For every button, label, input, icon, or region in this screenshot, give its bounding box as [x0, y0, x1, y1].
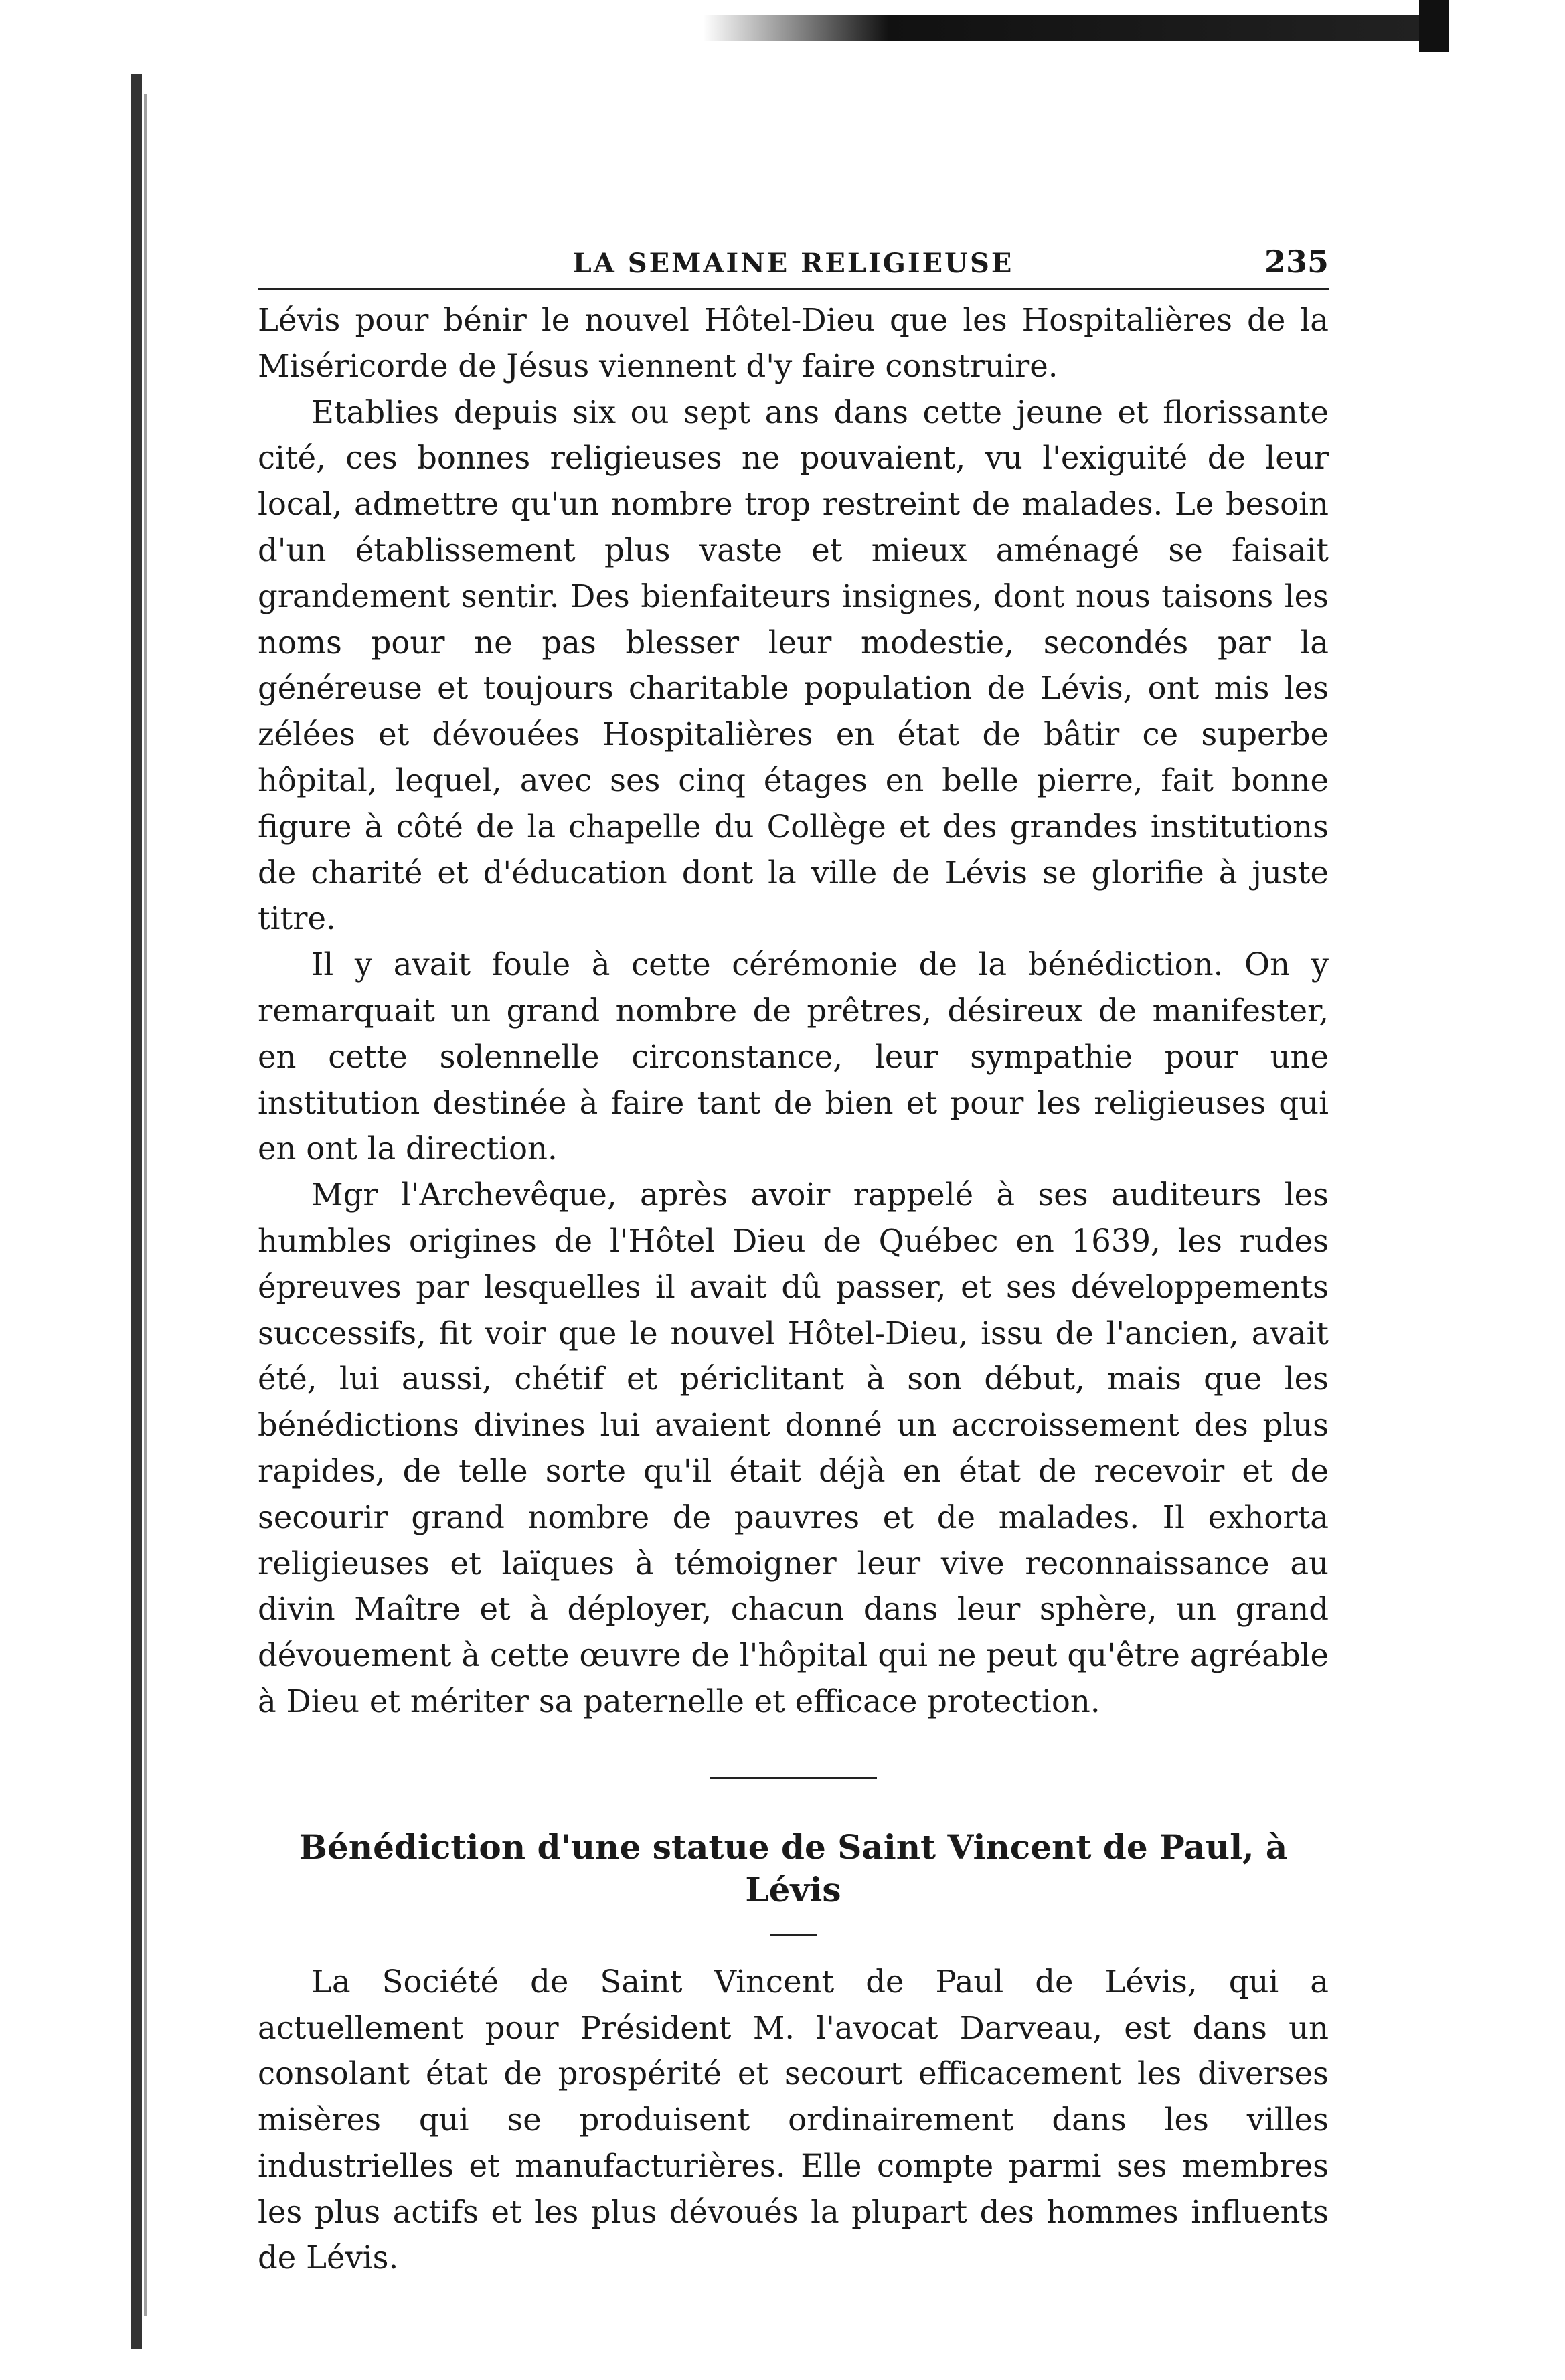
scan-smudge [703, 15, 1446, 41]
paragraph: Mgr l'Archevêque, après avoir rappelé à ses auditeurs les humbles origines de l'Hôtel Dieu de Québec en 1639, les rudes épreuves par lesquelles il avait dû passer, et ses développements successifs, fit voir que le nouvel Hôtel-Dieu, issu de l'ancien, avait été, lui aussi, chétif et périclitant à son début, mais que les bénédictions divines lui avaient donné un accroissement des plus rapides, de telle sorte qu'il était déjà en état de recevoir et de secourir grand nombre de pauvres et de malades. Il exhorta religieuses et laïques à témoigner leur vive reconnaissance au divin Maître et à déployer, chacun dans leur sphère, un grand dévouement à cette œuvre de l'hôpital qui ne peut qu'être agréable à Dieu et mériter sa paternelle et efficace protection. [258, 1177, 1329, 1719]
binding-edge-shadow-inner [144, 94, 147, 2316]
paragraph: Etablies depuis six ou sept ans dans cette jeune et florissante cité, ces bonnes religieuses ne pouvaient, vu l'exiguité de leur local, admettre qu'un nombre trop restreint de malades. Le besoin d'un établissement plus vaste et mieux aménagé se faisait grandement sentir. Des bienfaiteurs insignes, dont nous taisons les noms pour ne pas blesser leur modestie, secondés par la généreuse et toujours charitable population de Lévis, ont mis les zélées et dévouées Hospitalières en état de bâtir ce superbe hôpital, lequel, avec ses cinq étages en belle pierre, fait bonne figure à côté de la chapelle du Collège et des grandes institutions de charité et d'éducation dont la ville de Lévis se glorifie à juste titre. [258, 394, 1329, 937]
title-dash [770, 1934, 817, 1936]
running-head-title: LA SEMAINE RELIGIEUSE [572, 248, 1014, 279]
scan-smudge-corner [1419, 0, 1449, 52]
section-title: Bénédiction d'une statue de Saint Vincent de Paul, à Lévis [299, 1826, 1288, 1909]
page-number: 235 [1264, 244, 1329, 280]
binding-edge-shadow [131, 74, 142, 2349]
section-divider [710, 1777, 877, 1779]
header-rule [258, 288, 1329, 290]
paragraph: Il y avait foule à cette cérémonie de la bénédiction. On y remarquait un grand nombre de prêtres, désireux de manifester, en cette solennelle circonstance, leur sympathie pour une institution destinée à faire tant de bien et pour les religieuses qui en ont la direction. [258, 946, 1329, 1167]
paragraph-continuation: Lévis pour bénir le nouvel Hôtel-Dieu que les Hospitalières de la Miséricorde de Jésus viennent d'y faire construire. [258, 302, 1329, 384]
running-head [258, 241, 1329, 294]
page-body [258, 241, 1329, 2281]
paragraph: La Société de Saint Vincent de Paul de Lévis, qui a actuellement pour Président M. l'avocat Darveau, est dans un consolant état de prospérité et secourt efficacement les diverses misères qui se produisent ordinairement dans les villes industrielles et manufacturières. Elle compte parmi ses membres les plus actifs et les plus dévoués la plupart des hommes influents de Lévis. [258, 1963, 1329, 2276]
